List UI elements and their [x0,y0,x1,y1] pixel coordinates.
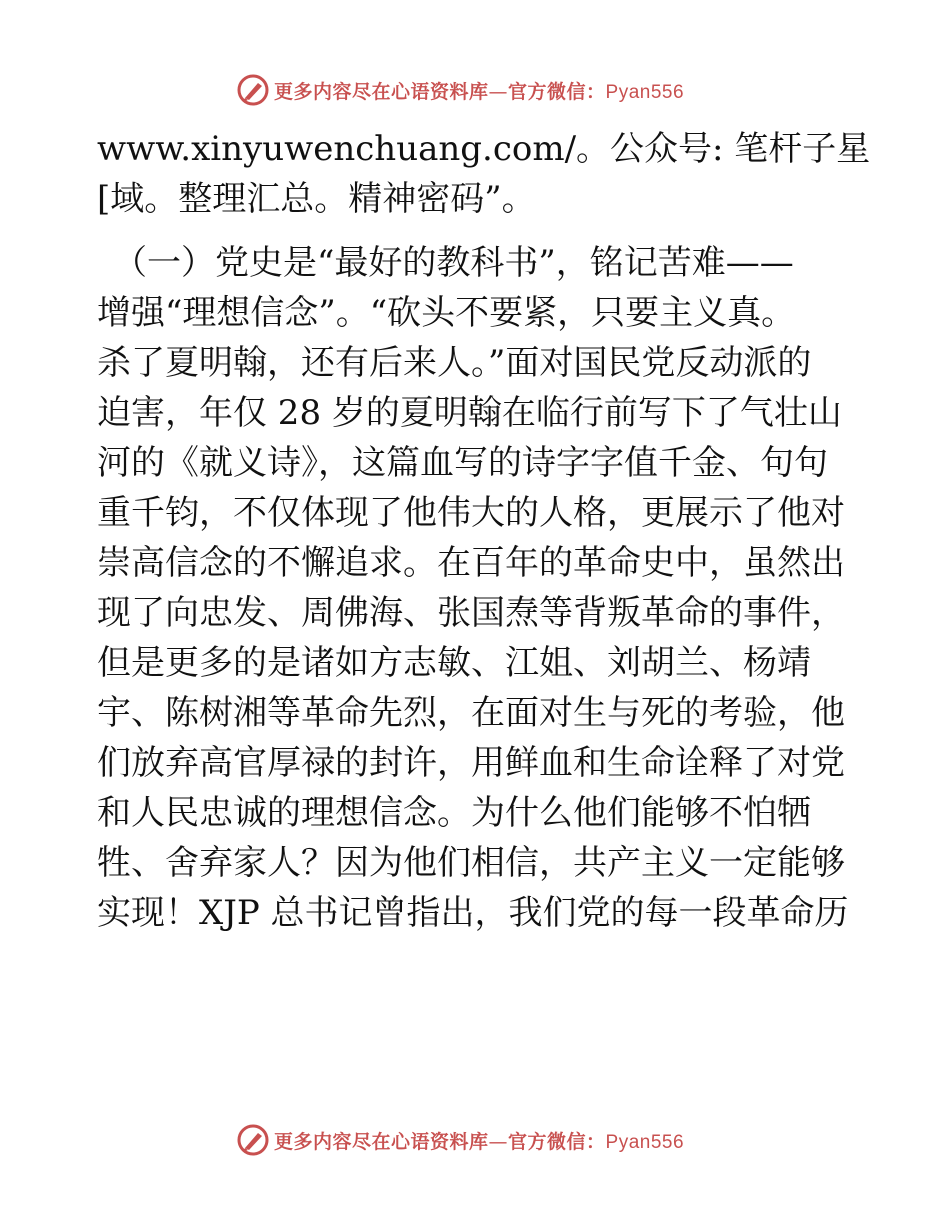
paragraph-line: 河的《就义诗》，这篇血写的诗字字值千金、句句 [97,443,828,483]
watermark-text [274,1127,684,1154]
intro-line: [域。整理汇总。精神密码”。 [97,179,536,219]
paragraph-line: 杀了夏明翰，还有后来人。”面对国民党反动派的 [97,343,812,383]
paragraph-line: 崇高信念的不懈追求。在百年的革命史中，虽然出 [97,543,845,583]
watermark-separator: — [488,1130,509,1153]
footer-watermark [236,1122,684,1158]
paragraph-line: 重千钧，不仅体现了他伟大的人格，更展示了他对 [97,493,845,533]
header-watermark [236,72,684,108]
paragraph-line: 现了向忠发、周佛海、张国焘等背叛革命的事件， [97,593,845,633]
watermark-wechat-id: Pyan556 [605,1131,685,1153]
watermark-wechat-id: Pyan556 [605,81,685,103]
paragraph-line: 宇、陈树湘等革命先烈，在面对生与死的考验，他 [97,693,845,733]
watermark-label: 官方微信： [508,1130,606,1153]
document-body [97,124,871,938]
watermark-separator: — [488,80,509,103]
paragraph-line: 们放弃高官厚禄的封许，用鲜血和生命诠释了对党 [97,743,845,783]
paragraph-line: 增强“理想信念”。“砍头不要紧，只要主义真。 [97,293,796,333]
paragraph-line: 但是更多的是诸如方志敏、江姐、刘胡兰、杨靖 [97,643,811,683]
paragraph-line: 实现！XJP 总书记曾指出，我们党的每一段革命历 [97,893,849,933]
paragraph-gap [97,224,857,238]
watermark-text [274,77,684,104]
pen-logo-icon [236,1123,270,1157]
pen-logo-icon [236,73,270,107]
paragraph-line: （一）党史是“最好的教科书”，铭记苦难—— [113,243,794,283]
watermark-brand: 更多内容尽在心语资料库 [274,1130,489,1153]
paragraph-line: 和人民忠诚的理想信念。为什么他们能够不怕牺 [97,793,811,833]
watermark-brand: 更多内容尽在心语资料库 [274,80,489,103]
paragraph-line: 牲、舍弃家人？因为他们相信，共产主义一定能够 [97,843,845,883]
paragraph-line: 迫害，年仅 28 岁的夏明翰在临行前写下了气壮山 [97,393,842,433]
watermark-label: 官方微信： [508,80,606,103]
intro-line: www.xinyuwenchuang.com/。公众号: 笔杆子星 [97,129,871,169]
